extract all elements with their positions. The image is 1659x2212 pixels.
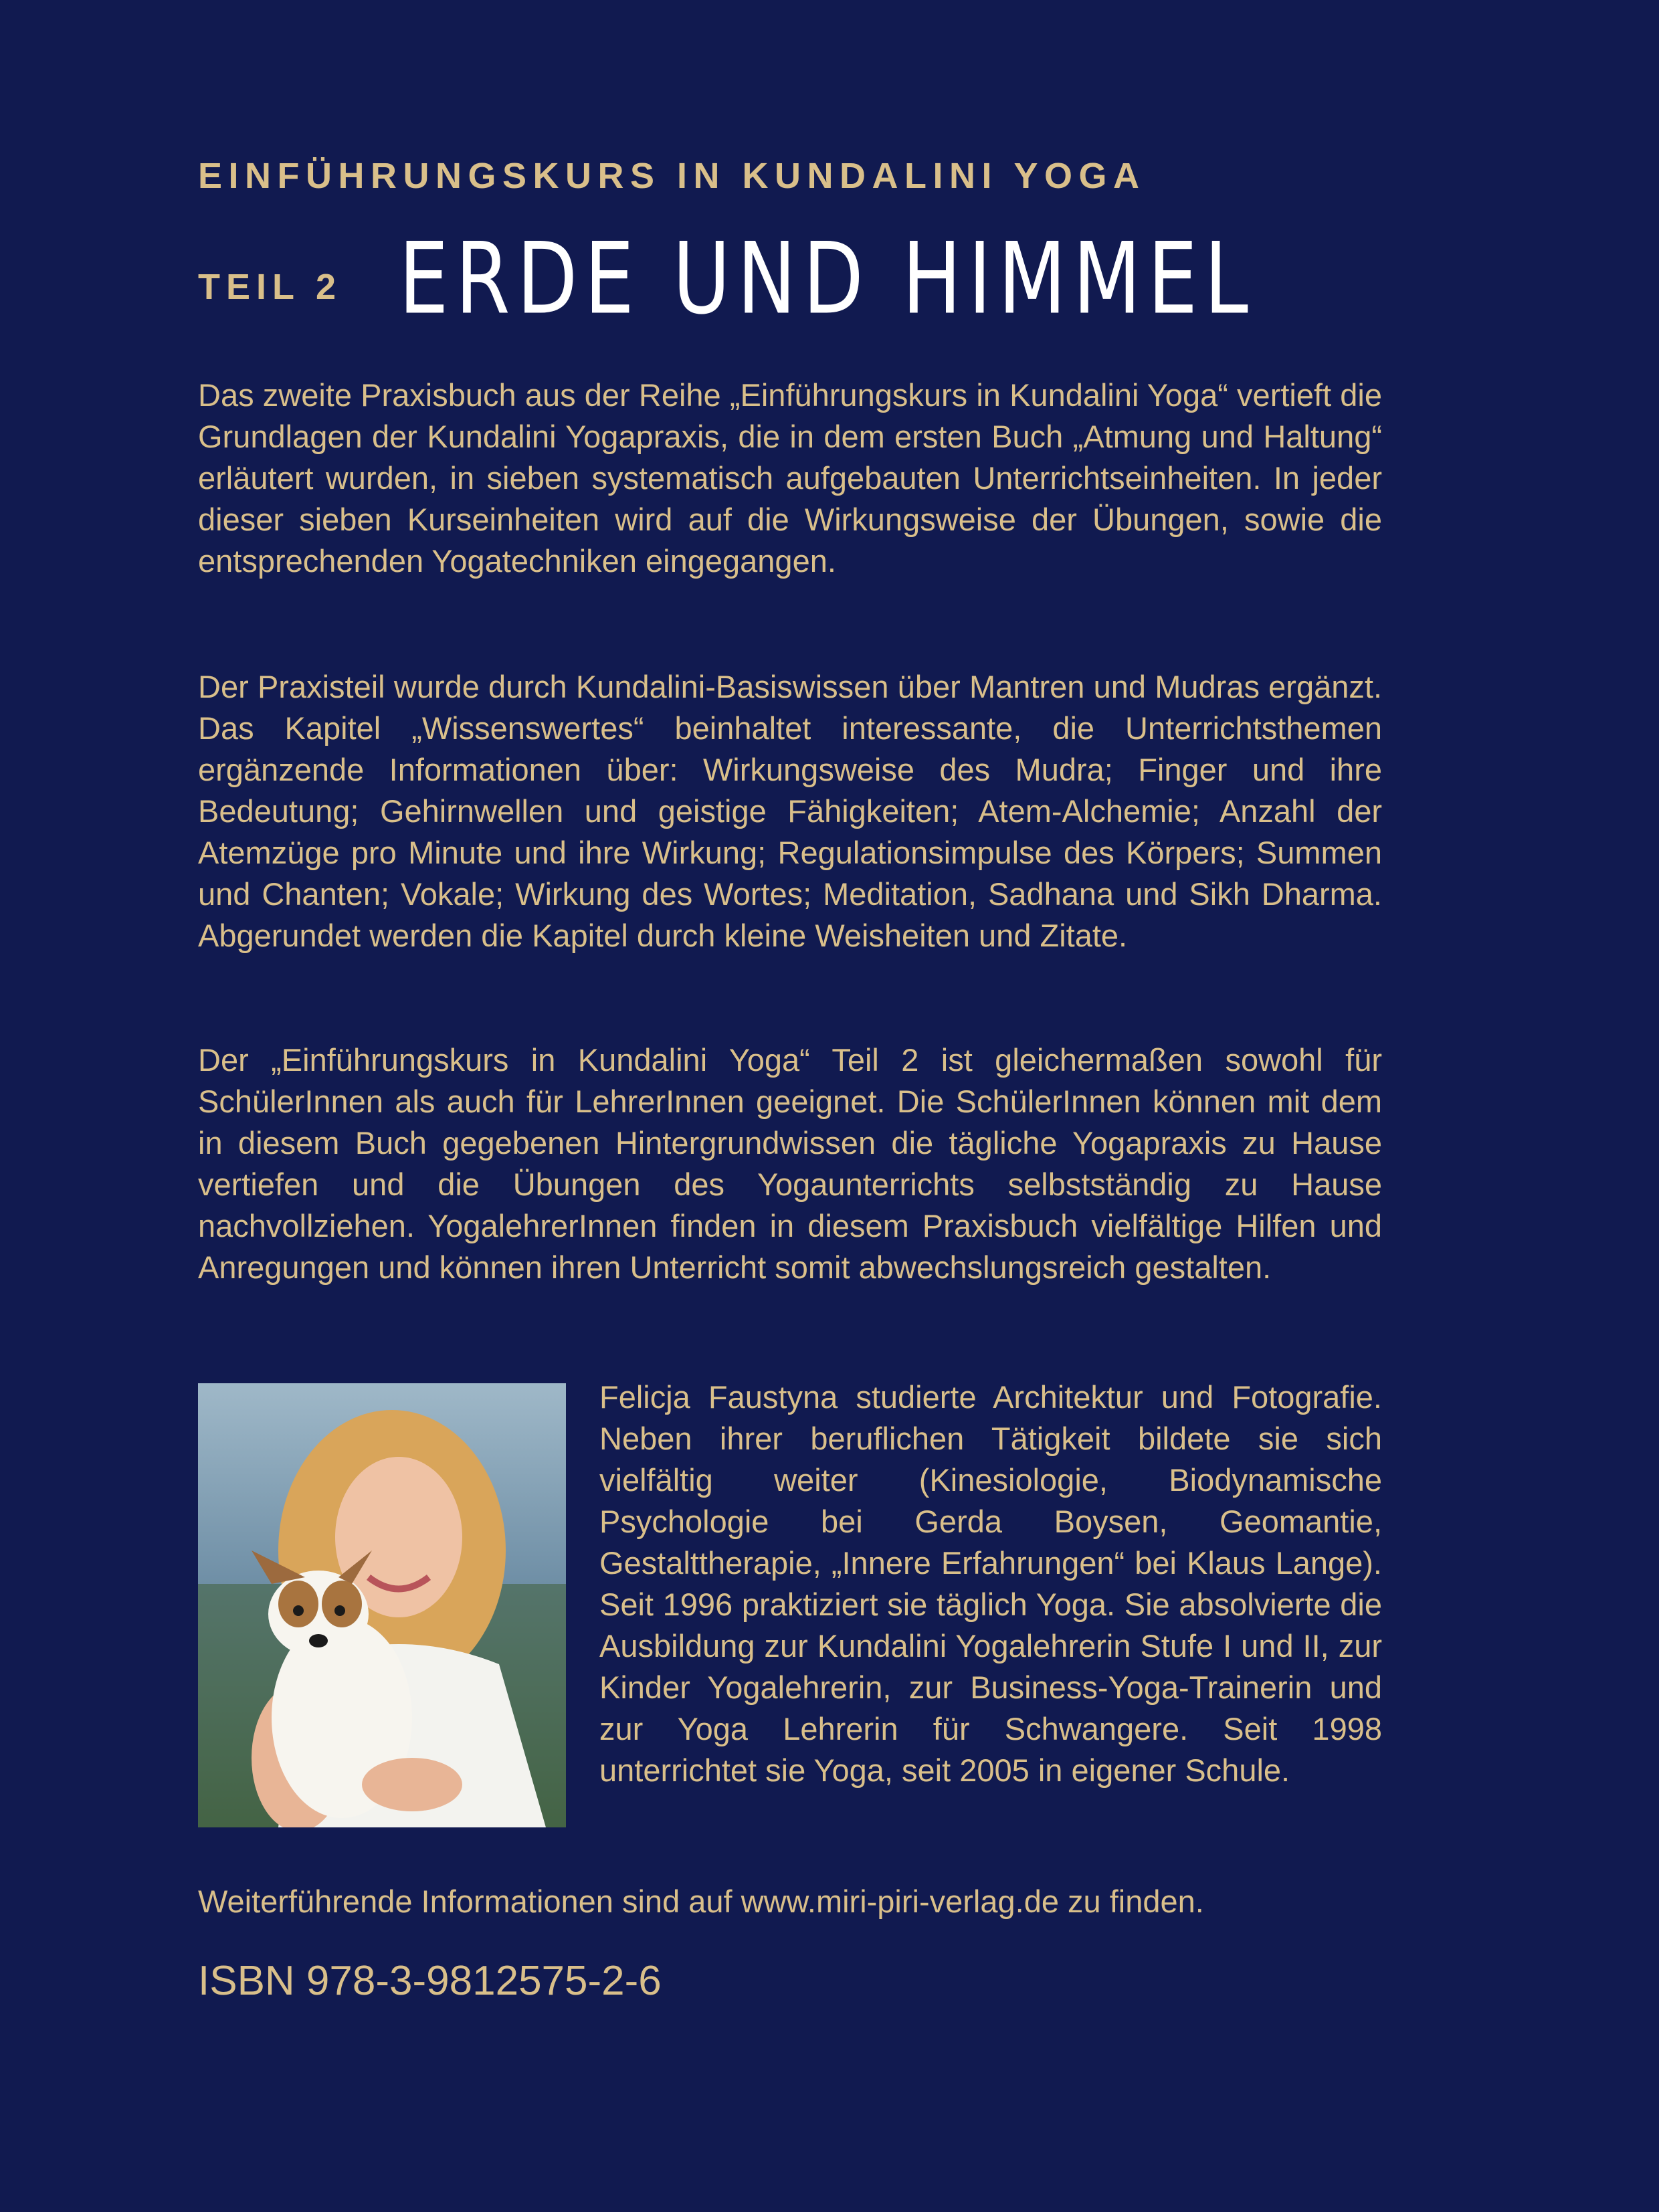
- description-paragraph-1: Das zweite Praxisbuch aus der Reihe „Einführungskurs in Kundalini Yoga“ vertieft die Grundlagen der Kundalini Yogapraxis, die in dem ersten Buch „Atmung und Haltung“ erläutert wurden, in sieben systematisch aufgebauten Unterrichtseinheiten. In jeder dieser sieben Kurseinheiten wird auf die Wirkungsweise der Übungen, sowie die entsprechenden Yogatechniken eingegangen.: [198, 377, 1382, 579]
- book-title: ERDE UND HIMMEL: [399, 221, 1255, 336]
- description-paragraph-3: Der „Einführungskurs in Kundalini Yoga“ Teil 2 ist gleichermaßen sowohl für SchülerInnen als auch für LehrerInnen geeignet. Die SchülerInnen können mit dem in diesem Buch gegebenen Hintergrundwissen die tägliche Yogapraxis zu Hause vertiefen und die Übungen des Yogaunterrichts selbstständig zu Hause nachvollziehen. YogalehrerInnen finden in diesem Praxisbuch vielfältige Hilfen und Anregungen und können ihren Unterricht somit abwechslungsreich gestalten.: [198, 1042, 1382, 1285]
- author-bio: Felicja Faustyna studierte Architektur und Fotografie. Neben ihrer beruflichen Tätigkeit bildete sie sich vielfältig weiter (Kinesiologie, Biodynamische Psychologie bei Gerda Boysen, Geomantie, Gestalttherapie, „Innere Erfahrungen“ bei Klaus Lange). Seit 1996 praktiziert sie täglich Yoga. Sie absolvierte die Ausbildung zur Kundalini Yogalehrerin Stufe I und II, zur Kinder Yogalehrerin, zur Business-Yoga-Trainerin und zur Yoga Lehrerin für Schwangere. Seit 1998 unterrichtet sie Yoga, seit 2005 in eigener Schule.: [599, 1379, 1382, 1788]
- isbn: ISBN 978-3-9812575-2-6: [198, 1958, 662, 2004]
- series-title: EINFÜHRUNGSKURS IN KUNDALINI YOGA: [198, 156, 1146, 196]
- description-paragraph-2: Der Praxisteil wurde durch Kundalini-Basiswissen über Mantren und Mudras ergänzt. Das Kapitel „Wissenswertes“ beinhaltet interessante, die Unterrichtsthemen ergänzende Informationen über: Wirkungsweise des Mudra; Finger und ihre Bedeutung; Gehirnwellen und geistige Fähigkeiten; Atem-Alchemie; Anzahl der Atemzüge pro Minute und ihre Wirkung; Regulationsimpulse des Körpers; Summen und Chanten; Vokale; Wirkung des Wortes; Meditation, Sadhana und Sikh Dharma. Abgerundet werden die Kapitel durch kleine Weisheiten und Zitate.: [198, 669, 1382, 953]
- author-photo: [198, 1383, 566, 1827]
- part-label: TEIL 2: [198, 267, 343, 307]
- publisher-info: Weiterführende Informationen sind auf www.miri-piri-verlag.de zu finden.: [198, 1884, 1204, 1919]
